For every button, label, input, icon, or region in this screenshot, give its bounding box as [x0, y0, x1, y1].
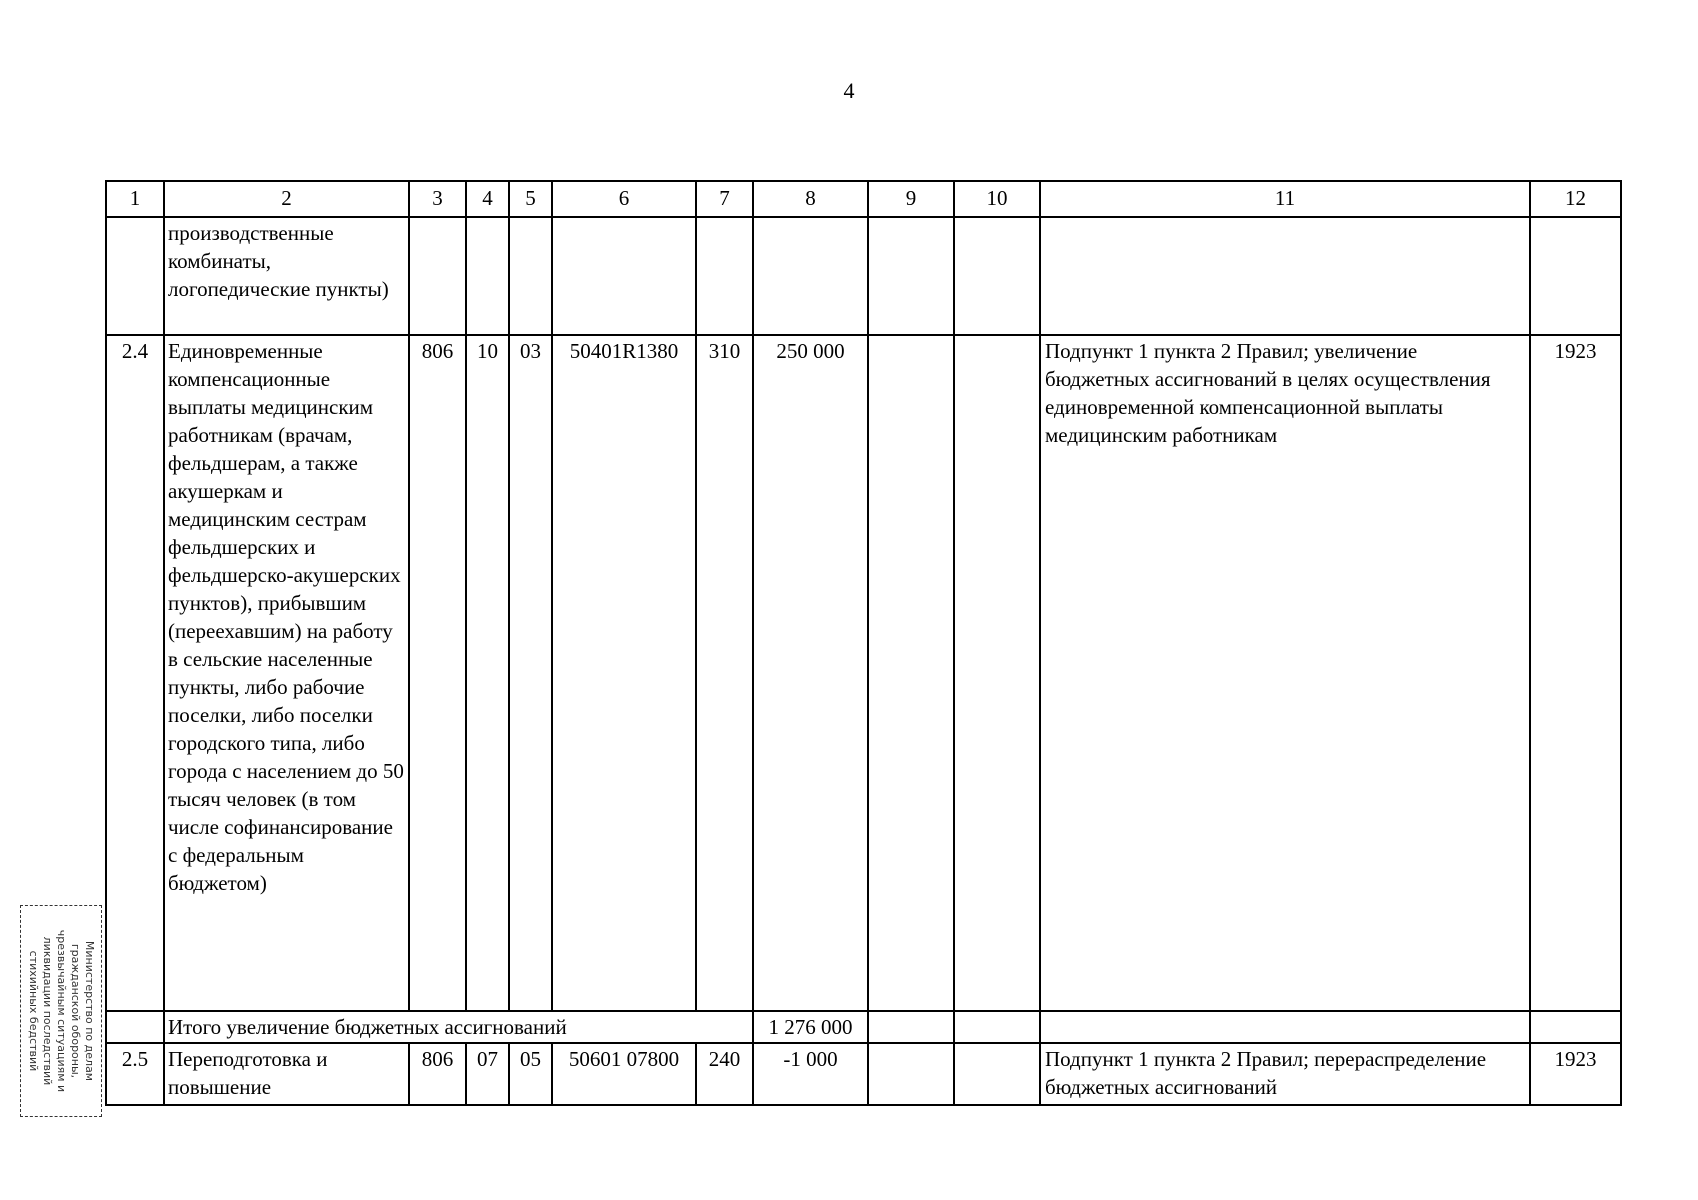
cell: [868, 335, 954, 1011]
header-cell: 10: [954, 181, 1040, 217]
description-cell: производственные комбинаты, логопедические пункты): [164, 217, 409, 335]
basis-cell: [1040, 217, 1530, 335]
code-cell: [1530, 217, 1621, 335]
header-cell: 4: [466, 181, 509, 217]
basis-cell: Подпункт 1 пункта 2 Правил; увеличение бюджетных ассигнований в целях осуществления единовременной компенсационной выплаты медицинским работникам: [1040, 335, 1530, 1011]
table-row: [106, 217, 1621, 335]
header-cell: 9: [868, 181, 954, 217]
table-row: [106, 335, 1621, 1011]
row-number-cell: 2.5: [106, 1043, 164, 1105]
amount-cell: [753, 217, 868, 335]
header-cell: 3: [409, 181, 466, 217]
cell: 03: [509, 335, 552, 1011]
cell: [954, 1043, 1040, 1105]
basis-cell: [1040, 1011, 1530, 1043]
cell: [466, 217, 509, 335]
cell: 806: [409, 1043, 466, 1105]
total-label: Итого увеличение бюджетных ассигнований: [164, 1011, 753, 1043]
header-cell: 12: [1530, 181, 1621, 217]
cell: [954, 335, 1040, 1011]
cell: [868, 1011, 954, 1043]
basis-cell: Подпункт 1 пункта 2 Правил; перераспределение бюджетных ассигнований: [1040, 1043, 1530, 1105]
amount-cell: 250 000: [753, 335, 868, 1011]
cell: [552, 217, 696, 335]
budget-table: [105, 180, 1622, 1106]
total-row: [106, 1011, 1621, 1043]
header-cell: 6: [552, 181, 696, 217]
table-header-row: [106, 181, 1621, 217]
header-cell: 11: [1040, 181, 1530, 217]
cell: [409, 217, 466, 335]
code-cell: 1923: [1530, 335, 1621, 1011]
cell: 05: [509, 1043, 552, 1105]
cell: 50401R1380: [552, 335, 696, 1011]
table-row: [106, 1043, 1621, 1105]
header-cell: 1: [106, 181, 164, 217]
page-number: 4: [843, 78, 855, 103]
row-number-cell: 2.4: [106, 335, 164, 1011]
amount-cell: -1 000: [753, 1043, 868, 1105]
cell: [509, 217, 552, 335]
cell: 806: [409, 335, 466, 1011]
row-number-cell: [106, 1011, 164, 1043]
cell: 10: [466, 335, 509, 1011]
total-amount: 1 276 000: [753, 1011, 868, 1043]
code-cell: 1923: [1530, 1043, 1621, 1105]
cell: 310: [696, 335, 753, 1011]
header-cell: 7: [696, 181, 753, 217]
description-cell: Единовременные компенсационные выплаты медицинским работникам (врачам, фельдшерам, а также акушеркам и медицинским сестрам фельдшерских и фельдшерско-акушерских пунктов), прибывшим (переехавшим) на работу в сельские населенные пункты, либо рабочие поселки, либо поселки городского типа, либо города с населением до 50 тысяч человек (в том числе софинансирование с федеральным бюджетом): [164, 335, 409, 1011]
header-cell: 8: [753, 181, 868, 217]
code-cell: [1530, 1011, 1621, 1043]
cell: 50601 07800: [552, 1043, 696, 1105]
cell: [954, 217, 1040, 335]
row-number-cell: [106, 217, 164, 335]
description-cell: Переподготовка и повышение: [164, 1043, 409, 1105]
cell: 240: [696, 1043, 753, 1105]
header-cell: 5: [509, 181, 552, 217]
cell: [868, 217, 954, 335]
cell: [696, 217, 753, 335]
cell: [954, 1011, 1040, 1043]
cell: [868, 1043, 954, 1105]
header-cell: 2: [164, 181, 409, 217]
cell: 07: [466, 1043, 509, 1105]
registration-stamp: [20, 905, 102, 1117]
stamp-text: Министерство по делам гражданской обороны, чрезвычайным ситуациям и ликвидации последствий стихийных бедствий: [27, 929, 96, 1093]
